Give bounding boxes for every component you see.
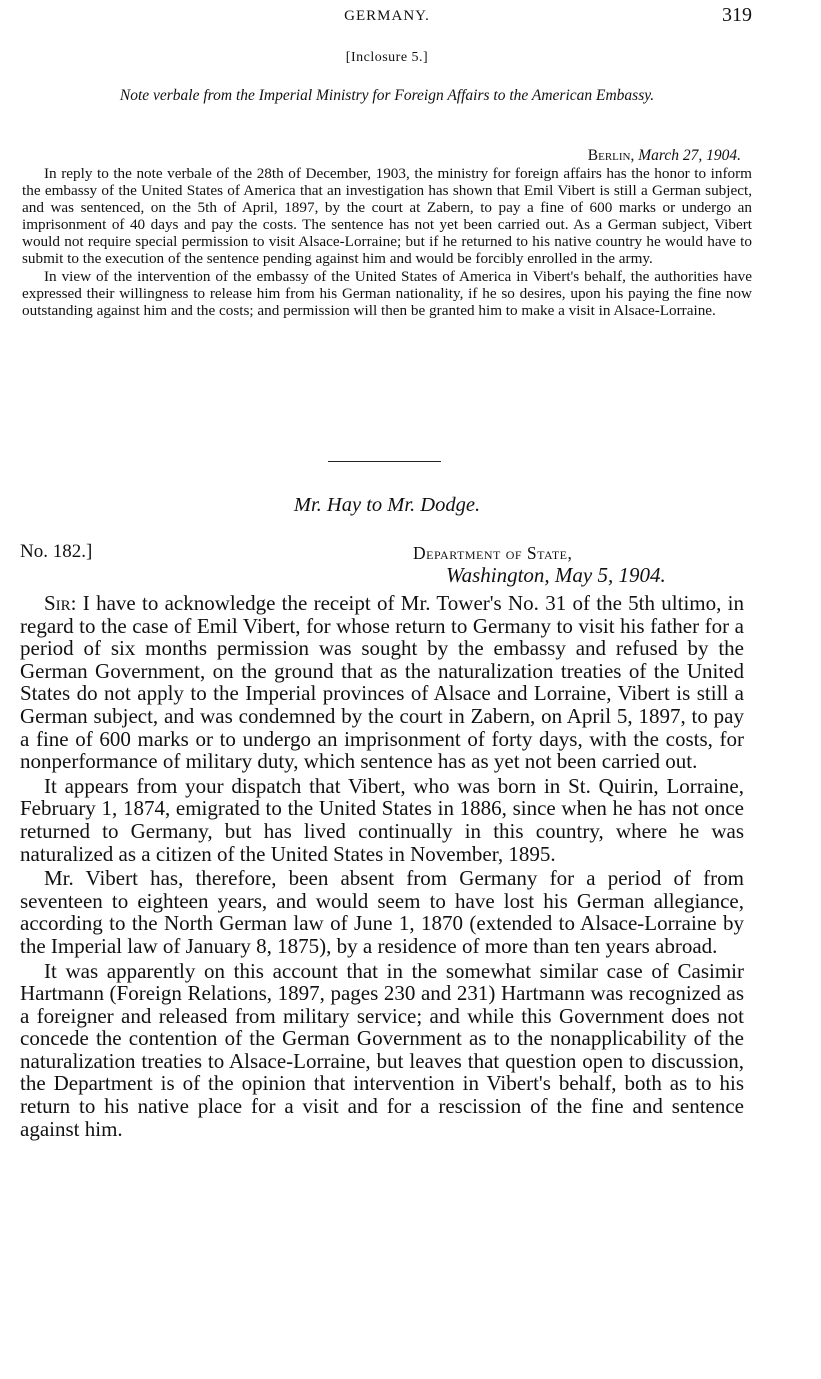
inclosure-paragraph: In view of the intervention of the embassy of the United States of America in Vibert's behalf, the authorities have expressed their willingness to release him from his German nationality, if he so desires, upon his paying the fine now outstanding against him and the costs; and permission will then be granted him to make a visit in Alsace-Lorraine.	[22, 267, 752, 319]
page-number: 319	[722, 4, 752, 26]
inclosure-label: [Inclosure 5.]	[345, 50, 429, 65]
running-header	[22, 6, 752, 28]
letter-body	[20, 592, 744, 1140]
letter-paragraph-text: I have to acknowledge the receipt of Mr. Tower's No. 31 of the 5th ultimo, in regard to the case of Emil Vibert, for whose return to Germany to visit his father for a period of six months permission was sought by the embassy and refused by the German Government, on the ground that as the naturalization treaties of the United States do not apply to the Imperial provinces of Alsace and Lorraine, Vibert is still a German subject, and was condemned by the court in Zabern, on April 5, 1897, to pay a fine of 600 marks or to undergo an imprisonment of forty days, with the costs, for nonperformance of military duty, which sentence has as yet not been carried out.	[20, 591, 744, 774]
letter-paragraph: It appears from your dispatch that Vibert, who was born in St. Quirin, Lorraine, February 1, 1874, emigrated to the United States in 1886, since when he has not once returned to Germany, but has lived continually in this country, where he was naturalized as a citizen of the United States in November, 1895.	[20, 773, 744, 866]
letter-paragraph: It was apparently on this account that in the somewhat similar case of Casimir Hartmann (Foreign Relations, 1897, pages 230 and 231) Hartmann was recognized as a foreigner and released from military service; and while this Government does not concede the contention of the German Government as to the nonapplicability of the naturalization treaties to Alsace-Lorraine, but leaves that question open to discussion, the Department is of the opinion that intervention in Vibert's behalf, both as to his return to his native place for a visit and for a rescission of the fine and sentence against him.	[20, 958, 744, 1141]
inclosure-body	[22, 165, 752, 319]
inclosure-date: March 27, 1904.	[638, 147, 741, 164]
letter-place-date: Washington, May 5, 1904.	[446, 563, 666, 587]
letter-paragraph	[20, 592, 744, 773]
inclosure-place: Berlin,	[587, 147, 635, 164]
note-title: Note verbale from the Imperial Ministry for Foreign Affairs to the American Embassy.	[119, 87, 655, 104]
letter-department: Department of State,	[413, 543, 573, 563]
inclosure-dateline	[588, 147, 741, 165]
salutation: Sir:	[44, 591, 77, 615]
running-title: GERMANY.	[344, 8, 430, 24]
inclosure-paragraph: In reply to the note verbale of the 28th of December, 1903, the ministry for foreign affairs has the honor to inform the embassy of the United States of America that an investigation has shown that Emil Vibert is still a German subject, and was sentenced, on the 5th of April, 1897, by the court at Zabern, to pay a fine of 600 marks or undergo an imprisonment of 40 days and pay the costs. The sentence has not yet been carried out. As a German subject, Vibert would not require special permission to visit Alsace-Lorraine; but if he returned to his native country he would have to submit to the execution of the sentence pending against him and would be forcibly enrolled in the army.	[22, 165, 752, 268]
section-divider	[328, 461, 441, 462]
letter-paragraph: Mr. Vibert has, therefore, been absent from Germany for a period of from seventeen to eighteen years, and would seem to have lost his German allegiance, according to the North German law of June 1, 1870 (extended to Alsace-Lorraine by the Imperial law of January 8, 1875), by a residence of more than ten years abroad.	[20, 866, 744, 958]
letter-number: No. 182.]	[20, 541, 93, 562]
letter-heading: Mr. Hay to Mr. Dodge.	[293, 494, 481, 516]
